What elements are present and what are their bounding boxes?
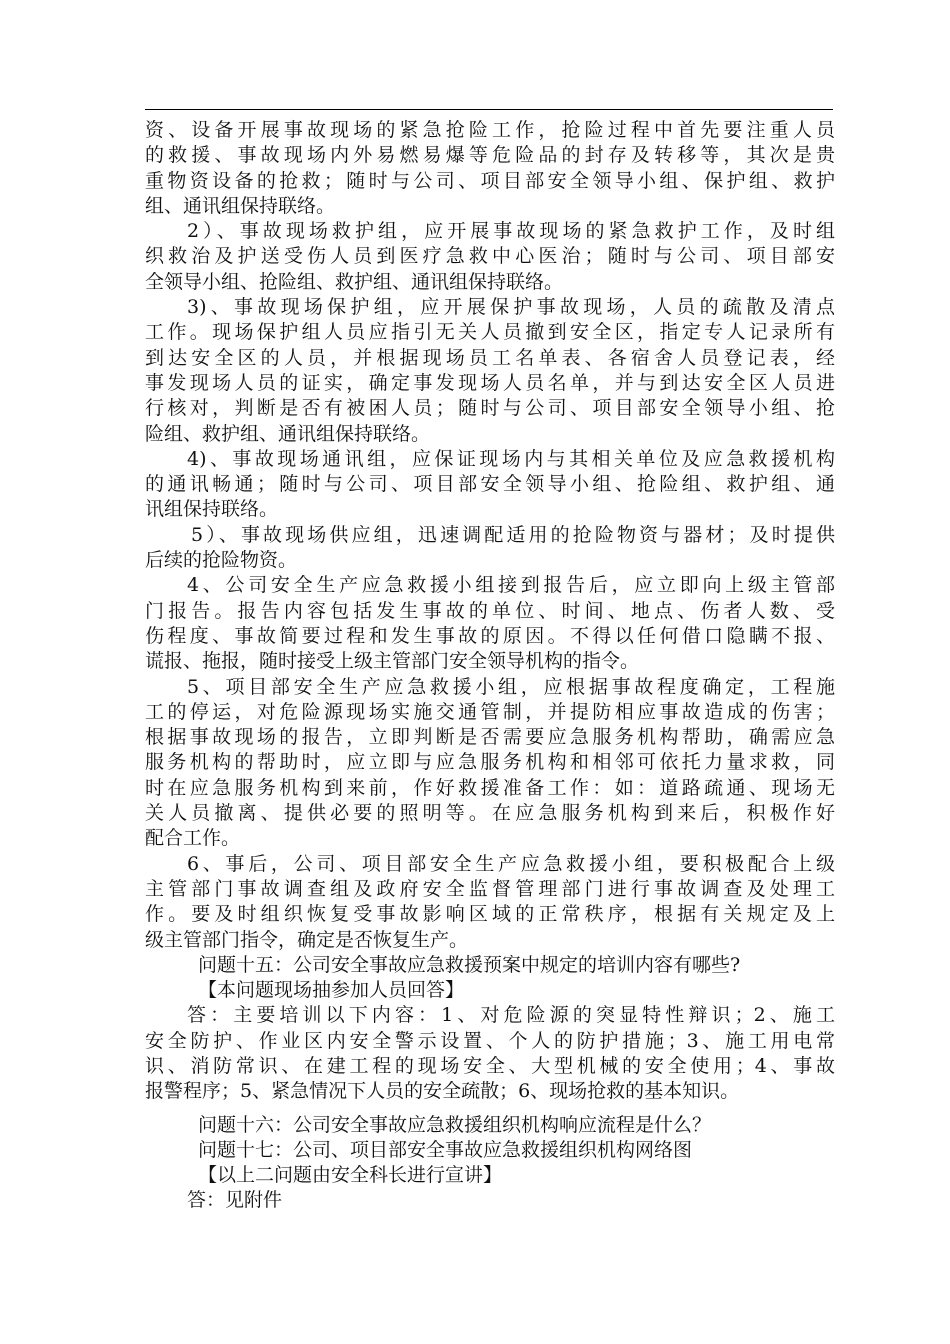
text-line: 事发现场人员的证实，确定事发现场人员名单，并与到达安全区人员进 xyxy=(145,371,835,394)
text-line: 组、通讯组保持联络。 xyxy=(145,194,336,217)
question-heading: 问题十七：公司、项目部安全事故应急救援组织机构网络图 xyxy=(198,1138,693,1161)
answer-text: 答：主要培训以下内容：1、对危险源的突显特性辩识；2、施工 xyxy=(187,1004,835,1027)
text-line: 行核对，判断是否有被困人员；随时与公司、项目部安全领导小组、抢 xyxy=(145,397,835,420)
question-note: 【以上二问题由安全科长进行宣讲】 xyxy=(198,1164,503,1187)
text-line: 工作。现场保护组人员应指引无关人员撤到安全区，指定专人记录所有 xyxy=(145,321,835,344)
text-line: 伤程度、事故简要过程和发生事故的原因。不得以任何借口隐瞒不报、 xyxy=(145,624,835,647)
question-heading: 问题十五：公司安全事故应急救援预案中规定的培训内容有哪些? xyxy=(198,953,741,976)
text-line: 的救援、事故现场内外易燃易爆等危险品的封存及转移等，其次是贵 xyxy=(145,144,835,167)
text-line: 全领导小组、抢险组、救护组、通讯组保持联络。 xyxy=(145,270,564,293)
text-line: 资、设备开展事故现场的紧急抢险工作，抢险过程中首先要注重人员 xyxy=(145,119,835,141)
text-line: 重物资设备的抢救；随时与公司、项目部安全领导小组、保护组、救护 xyxy=(145,169,835,192)
question-heading: 问题十六：公司安全事故应急救援组织机构响应流程是什么？ xyxy=(198,1113,712,1136)
text-line: 作。要及时组织恢复受事故影响区域的正常秩序，根据有关规定及上 xyxy=(145,903,835,926)
text-line: 服务机构的帮助时，应立即与应急服务机构和相邻可依托力量求救，同 xyxy=(145,751,835,774)
text-line: 谎报、拖报，随时接受上级主管部门安全领导机构的指令。 xyxy=(145,650,640,673)
text-line: 关人员撤离、提供必要的照明等。在应急服务机构到来后，积极作好 xyxy=(145,802,835,825)
text-line: 2）、事故现场救护组，应开展事故现场的紧急救护工作，及时组 xyxy=(187,220,835,243)
text-line: 级主管部门指令，确定是否恢复生产。 xyxy=(145,928,469,951)
text-line: 时在应急服务机构到来前，作好救援准备工作：如：道路疏通、现场无 xyxy=(145,776,835,799)
text-line: 织救治及护送受伤人员到医疗急救中心医治；随时与公司、项目部安 xyxy=(145,245,835,268)
answer-text: 报警程序；5、紧急情况下人员的安全疏散；6、现场抢救的基本知识。 xyxy=(145,1080,740,1103)
answer-text: 答：见附件 xyxy=(187,1189,283,1212)
text-line: 讯组保持联络。 xyxy=(145,498,279,521)
text-line: 到达安全区的人员，并根据现场员工名单表、各宿舍人员登记表，经 xyxy=(145,346,835,369)
answer-text: 安全防护、作业区内安全警示设置、个人的防护措施；3、施工用电常 xyxy=(145,1029,835,1052)
text-line: 险组、救护组、通讯组保持联络。 xyxy=(145,422,431,445)
text-line: 3)、事故现场保护组，应开展保护事故现场，人员的疏散及清点 xyxy=(187,296,835,319)
header-rule xyxy=(145,109,833,110)
text-line: 工的停运，对危险源现场实施交通管制，并提防相应事故造成的伤害； xyxy=(145,700,835,723)
text-line: 根据事故现场的报告，立即判断是否需要应急服务机构帮助，确需应急 xyxy=(145,726,835,749)
text-line: 6、事后，公司、项目部安全生产应急救援小组，要积极配合上级 xyxy=(187,852,835,875)
question-note: 【本问题现场抽参加人员回答】 xyxy=(198,979,465,1002)
text-line: 的通讯畅通；随时与公司、项目部安全领导小组、抢险组、救护组、通 xyxy=(145,473,835,496)
text-line: 5）、事故现场供应组，迅速调配适用的抢险物资与器材；及时提供 xyxy=(191,523,835,546)
text-line: 主管部门事故调查组及政府安全监督管理部门进行事故调查及处理工 xyxy=(145,877,835,900)
text-line: 4、公司安全生产应急救援小组接到报告后，应立即向上级主管部 xyxy=(187,574,835,597)
text-line: 后续的抢险物资。 xyxy=(145,549,298,572)
text-line: 门报告。报告内容包括发生事故的单位、时间、地点、伤者人数、受 xyxy=(145,599,835,622)
body-text xyxy=(145,118,835,1214)
text-line: 配合工作。 xyxy=(145,827,241,850)
text-line: 5、项目部安全生产应急救援小组，应根据事故程度确定，工程施 xyxy=(187,675,835,698)
answer-text: 识、消防常识、在建工程的现场安全、大型机械的安全使用；4、事故 xyxy=(145,1054,835,1077)
text-line: 4)、事故现场通讯组，应保证现场内与其相关单位及应急救援机构 xyxy=(187,447,835,470)
